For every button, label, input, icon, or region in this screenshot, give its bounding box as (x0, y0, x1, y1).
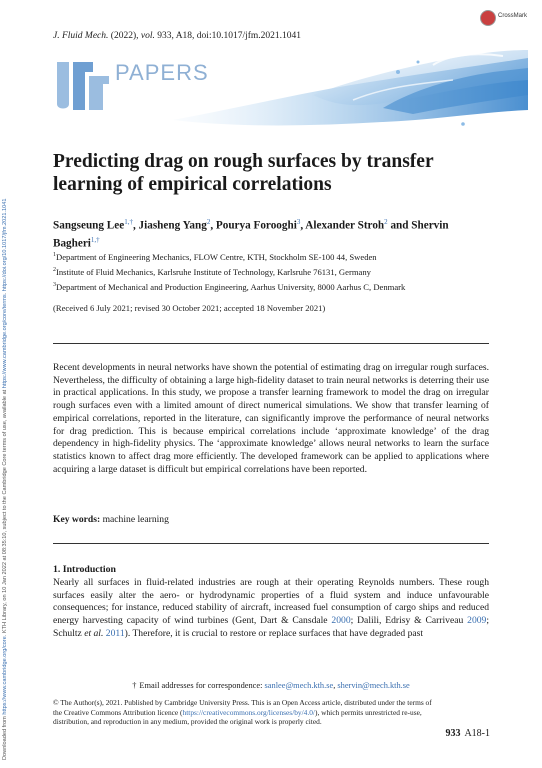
keywords (53, 514, 169, 525)
download-sep: . (2, 291, 8, 295)
download-notice (2, 40, 12, 760)
journal-vol-label: vol. (140, 31, 155, 41)
citation-dalili-2009[interactable]: 2009 (467, 615, 487, 627)
doi-link[interactable]: https://doi.org/10.1017/jfm.2021.1041 (2, 198, 8, 292)
crossmark-badge[interactable] (478, 8, 528, 28)
keywords-value: machine learning (102, 514, 169, 525)
author-separator: , (300, 219, 306, 232)
terms-link[interactable]: https://www.cambridge.org/core/terms (2, 294, 8, 389)
intro-etal: et al. (84, 627, 104, 639)
correspondence-footnote (53, 681, 489, 690)
keywords-divider (53, 543, 489, 544)
page-volume: 933 (445, 728, 461, 739)
article-title: Predicting drag on rough surfaces by transfer learning of empirical correlations (53, 151, 434, 195)
affiliation-2-text: Institute of Fluid Mechanics, Karlsruhe Institute of Technology, Karlsruhe 76131, Germany (56, 266, 371, 277)
author-affiliation-mark[interactable]: 3 (296, 218, 301, 226)
email-bagheri[interactable]: shervin@mech.kth.se (337, 681, 410, 690)
affiliation-3-text: Department of Mechanical and Production Engineering, Aarhus University, 8000 Aarhus C, Denmark (56, 281, 406, 292)
keywords-label: Key words: (53, 514, 101, 525)
affiliation-3-num: 3 (53, 282, 56, 288)
journal-details: 933, A18, doi:10.1017/jfm.2021.1041 (154, 31, 302, 41)
affiliation-3 (53, 280, 493, 293)
intro-text-3: ; Schultz (53, 615, 489, 639)
abstract-divider (53, 343, 489, 344)
author-list (53, 215, 473, 250)
introduction-paragraph (53, 577, 489, 641)
intro-text-1: Nearly all surfaces in fluid-related industries are rough at their operating Reynolds numbers. These rough surfaces easily alter the aero- or hydrodynamic properties of a fluid system and induce unfavourable consequences; for instance, reduced stability of aircraft, increased fuel consumption of cargo ships and reduced energy harvesting capacity of wind turbines (Gent, Dart & Cansdale (53, 577, 489, 627)
affiliation-1-text: Department of Engineering Mechanics, FLOW Centre, KTH, Stockholm SE-100 44, Sweden (56, 251, 377, 262)
email-lee[interactable]: sanlee@mech.kth.se (264, 681, 334, 690)
author-name: Sangseung Lee (53, 219, 125, 232)
author-separator: , (210, 219, 216, 232)
section-heading-introduction: 1. Introduction (53, 564, 116, 575)
abstract-text: Recent developments in neural networks have shown the potential of estimating drag on irregular rough surfaces. Nevertheless, the difficulty of obtaining a large high-fidelity dataset to train neural networks is deterring their use in practical applications. In this study, we propose a transfer learning framework to model the drag on irregular rough surfaces even with a limited amount of direct numerical simulations. We show that transfer learning of empirical correlations, reported in the literature, can significantly improve the performance of neural networks for drag prediction. This is because empirical correlations include ‘approximate knowledge’ of the drag dependency in high-fidelity physics. The ‘approximate knowledge’ allows neural networks to learn the surface statistics known to affect drag more efficiently. The developed framework can be applied to applications where acquiring a large dataset is difficult but empirical correlations have been reported. (53, 362, 489, 475)
author-affiliation-mark[interactable]: 1,† (90, 235, 100, 244)
intro-text-2: ; Dalili, Edrisy & Carriveau (350, 615, 468, 627)
footnote-label: Email addresses for correspondence: (139, 681, 265, 690)
author-affiliation-mark[interactable]: 2 (384, 218, 388, 226)
journal-citation (53, 31, 301, 41)
citation-gent-2000[interactable]: 2000 (331, 615, 351, 627)
jfm-logo-mark (53, 58, 109, 114)
citation-schultz-2011[interactable]: 2011 (105, 627, 125, 639)
received-dates: (Received 6 July 2021; revised 30 October 2021; accepted 18 November 2021) (53, 303, 326, 313)
author-name: Jiasheng Yang (138, 219, 207, 232)
author-name: Alexander Stroh (305, 219, 385, 232)
page-number (445, 728, 490, 739)
author-name: Pourya Forooghi (215, 219, 297, 232)
papers-wordmark: PAPERS (115, 60, 209, 85)
author-name: Shervin Bagheri (53, 219, 449, 250)
jfm-logo (53, 58, 109, 114)
journal-year: (2022), (108, 31, 141, 41)
footnote-dagger: † (132, 681, 137, 690)
author-affiliation-mark[interactable]: 1,† (124, 218, 133, 226)
author-affiliation-mark[interactable]: 2 (206, 218, 211, 226)
license-link[interactable]: https://creativecommons.org/licenses/by/4.0/ (182, 707, 315, 717)
copyright-notice (53, 698, 433, 727)
download-middle: . KTH Library, on 10 Jan 2022 at 08:35:10, subject to the Cambridge Core terms of use, available at (2, 388, 8, 637)
crossmark-icon (480, 10, 496, 26)
page-article: A18-1 (464, 728, 490, 739)
journal-banner (53, 50, 528, 135)
intro-text-5: ). Therefore, it is crucial to restore or replace surfaces that have degraded past (124, 627, 424, 639)
affiliation-1-num: 1 (53, 252, 56, 258)
copyright-text-1: © The Author(s), 2021. Published by Cambridge University Press. This is an Open Access article, distributed under the terms of the Creative Commons Attribution licence ( (53, 698, 432, 717)
download-prefix: Downloaded from (2, 714, 8, 760)
author-separator: and (387, 219, 412, 232)
author-separator: , (132, 219, 139, 232)
affiliation-2-num: 2 (53, 267, 56, 273)
journal-name: J. Fluid Mech. (53, 31, 109, 41)
cambridge-core-link[interactable]: https://www.cambridge.org/core (2, 636, 8, 715)
footnote-comma: , (333, 681, 338, 690)
copyright-text-2: ), which permits unrestricted re-use, distribution, and reproduction in any medium, provided the original work is properly cited. (53, 707, 422, 727)
crossmark-label: CrossMark (498, 13, 528, 19)
affiliation-2 (53, 265, 493, 278)
affiliation-1 (53, 250, 493, 263)
